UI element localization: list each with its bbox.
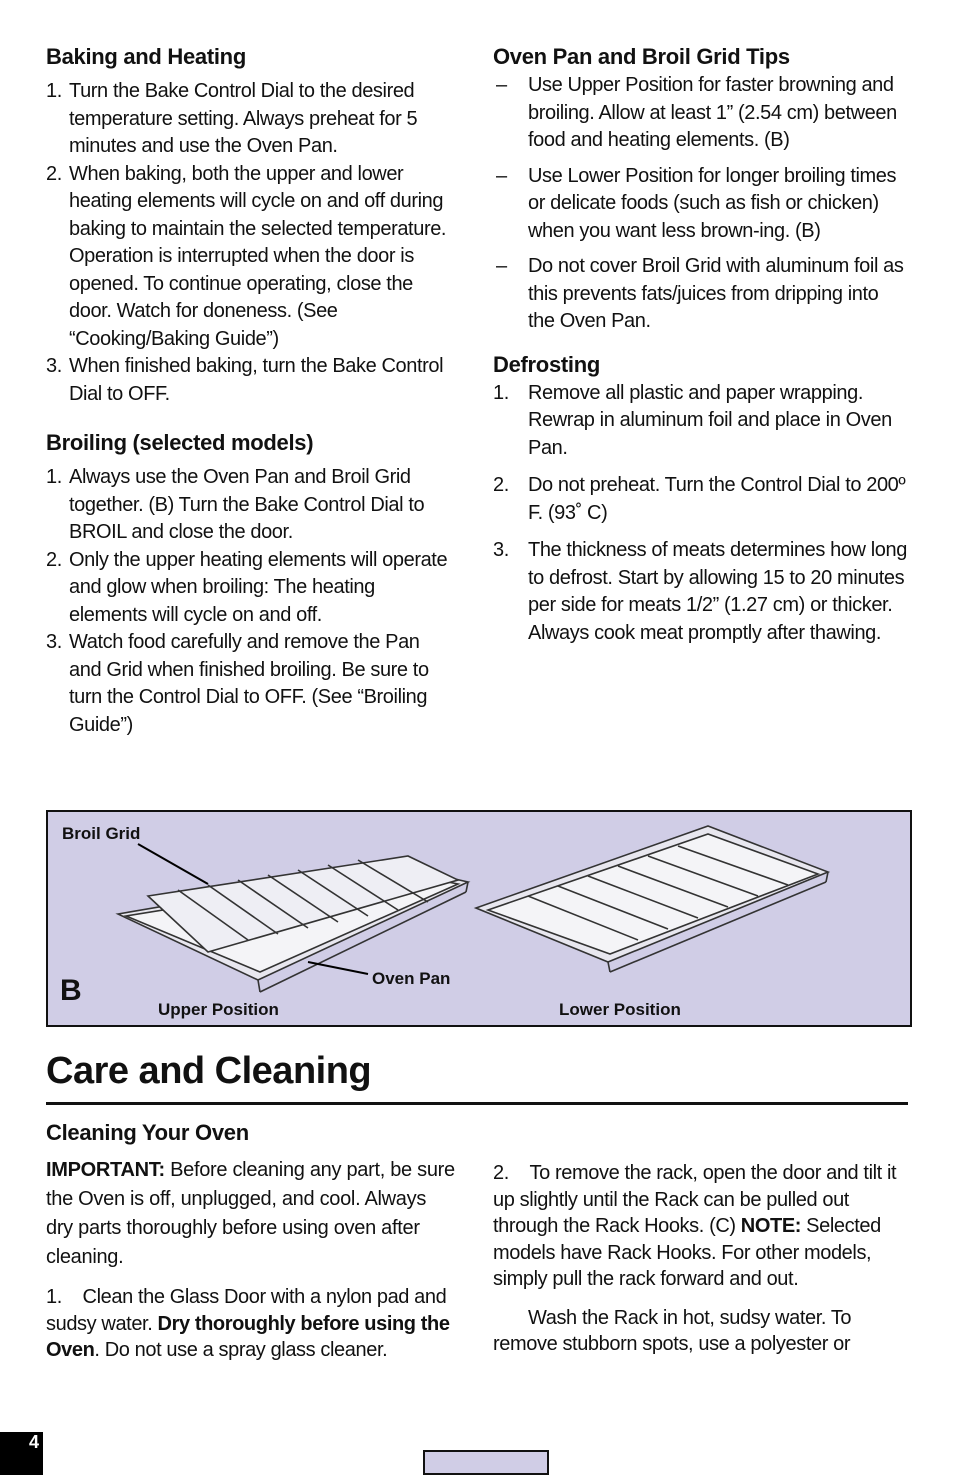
cleaning-heading: Cleaning Your Oven (46, 1120, 249, 1145)
left-column (46, 44, 456, 761)
dash-marker: – (496, 255, 507, 277)
step-1-bold: Dry thoroughly before using the Oven (46, 1312, 450, 1361)
item-number: 2. (46, 162, 62, 185)
baking-list (46, 78, 456, 408)
step-1-text-a: Clean the Glass Door with a nylon pad and sudsy water. (46, 1286, 447, 1335)
list-item (46, 78, 456, 161)
item-text: When finished baking, turn the Bake Control Dial to OFF. (69, 355, 444, 405)
broil-pan-illustration (48, 812, 910, 1025)
list-item (493, 380, 908, 463)
title-rule (46, 1102, 908, 1105)
item-text: Remove all plastic and paper wrapping. Rewrap in aluminum foil and place in Oven Pan. (528, 381, 892, 459)
item-number: 3. (493, 539, 509, 561)
item-number: 2. (493, 474, 509, 496)
list-item (46, 629, 456, 739)
figure-letter: B (60, 974, 82, 1007)
cleaning-right-column (493, 1160, 908, 1370)
baking-heading: Baking and Heating (46, 44, 246, 69)
item-number: 2. (46, 548, 62, 571)
item-text: Use Lower Position for longer broiling times or delicate foods (such as fish or chicken) when you want less brown-ing. (B) (528, 164, 897, 242)
item-number: 1. (46, 466, 62, 488)
item-number: 3. (46, 631, 62, 653)
step-2-paragraph (493, 1160, 908, 1293)
right-column (493, 44, 908, 669)
step-2-bold: NOTE: (740, 1215, 802, 1237)
list-item (493, 163, 908, 246)
item-number: 1. (46, 80, 62, 102)
step-2-number: 2. (493, 1162, 509, 1184)
page-number: 4 (0, 1432, 43, 1475)
list-item (46, 353, 456, 408)
lower-position-label: Lower Position (559, 1000, 681, 1019)
tips-heading: Oven Pan and Broil Grid Tips (493, 44, 790, 69)
important-text: Before cleaning any part, be sure the Oven is off, unplugged, and cool. Always dry parts thoroughly before using oven after cleaning. (46, 1159, 455, 1268)
item-text: Only the upper heating elements will operate and glow when broiling: The heating elements will cycle on and off. (69, 548, 448, 626)
dash-marker: – (496, 164, 507, 187)
dash-marker: – (496, 74, 507, 96)
list-item (46, 547, 456, 630)
cleaning-left-column (46, 1120, 458, 1376)
item-text: Do not preheat. Turn the Control Dial to 200º F. (93˚ C) (528, 474, 906, 524)
figure-b (46, 810, 912, 1027)
step-1-text-b: . Do not use a spray glass cleaner. (94, 1339, 388, 1361)
list-item (493, 253, 908, 336)
broiling-heading: Broiling (selected models) (46, 430, 314, 455)
item-text: Watch food carefully and remove the Pan and Grid when finished broiling. Be sure to turn the Control Dial to OFF. (See “Broiling Guide”) (69, 631, 429, 736)
broiling-list (46, 464, 456, 739)
broiling-section (46, 430, 456, 739)
list-item (493, 537, 908, 647)
step-1-paragraph (46, 1284, 458, 1364)
step-2-text-a: To remove the rack, open the door and tilt it up slightly until the Rack can be pulled out through the Rack Hooks. (C) (493, 1162, 897, 1237)
item-text: Use Upper Position for faster browning and broiling. Allow at least 1” (2.54 cm) between food and heating elements. (B) (528, 74, 897, 151)
item-text: Turn the Bake Control Dial to the desired temperature setting. Always preheat for 5 minutes and use the Oven Pan. (69, 80, 418, 157)
upper-position-label: Upper Position (158, 1000, 279, 1019)
item-number: 3. (46, 355, 62, 377)
item-number: 1. (493, 381, 509, 404)
baking-section (46, 44, 456, 408)
item-text: The thickness of meats determines how long to defrost. Start by allowing 15 to 20 minutes per side for meats 1/2” (1.27 cm) or thicker. Always cook meat promptly after thawing. (528, 539, 907, 644)
list-item (493, 72, 908, 155)
important-paragraph (46, 1156, 458, 1272)
oven-pan-label: Oven Pan (372, 969, 451, 988)
item-text: Always use the Oven Pan and Broil Grid together. (B) Turn the Bake Control Dial to BROIL and close the door. (69, 466, 425, 543)
oven-pan-leader (308, 962, 368, 974)
broil-grid-label: Broil Grid (62, 824, 141, 843)
tips-section (493, 44, 908, 336)
wash-paragraph: Wash the Rack in hot, sudsy water. To remove stubborn spots, use a polyester or (493, 1306, 852, 1355)
list-item (46, 161, 456, 354)
important-label: IMPORTANT: (46, 1159, 165, 1181)
list-item (46, 464, 456, 547)
step-2-text-b: Selected models have Rack Hooks. For other models, simply pull the rack forward and out. (493, 1215, 881, 1290)
footer-box (423, 1450, 549, 1475)
list-item (493, 472, 908, 527)
item-text: Do not cover Broil Grid with aluminum foil as this prevents fats/juices from dripping into the Oven Pan. (528, 255, 904, 332)
defrosting-heading: Defrosting (493, 351, 601, 377)
care-title: Care and Cleaning (46, 1050, 372, 1092)
tips-list (493, 72, 908, 336)
item-text: When baking, both the upper and lower heating elements will cycle on and off during baking to maintain the selected temperature. Operation is interrupted when the door is opened. To continue operating, close the door. Watch for doneness. (See “Cooking/Baking Guide”) (69, 162, 447, 350)
broil-grid-leader (138, 844, 208, 884)
defrosting-section (493, 352, 908, 648)
defrost-list (493, 380, 908, 648)
step-1-number: 1. (46, 1286, 62, 1308)
lower-position-drawing (476, 826, 828, 972)
